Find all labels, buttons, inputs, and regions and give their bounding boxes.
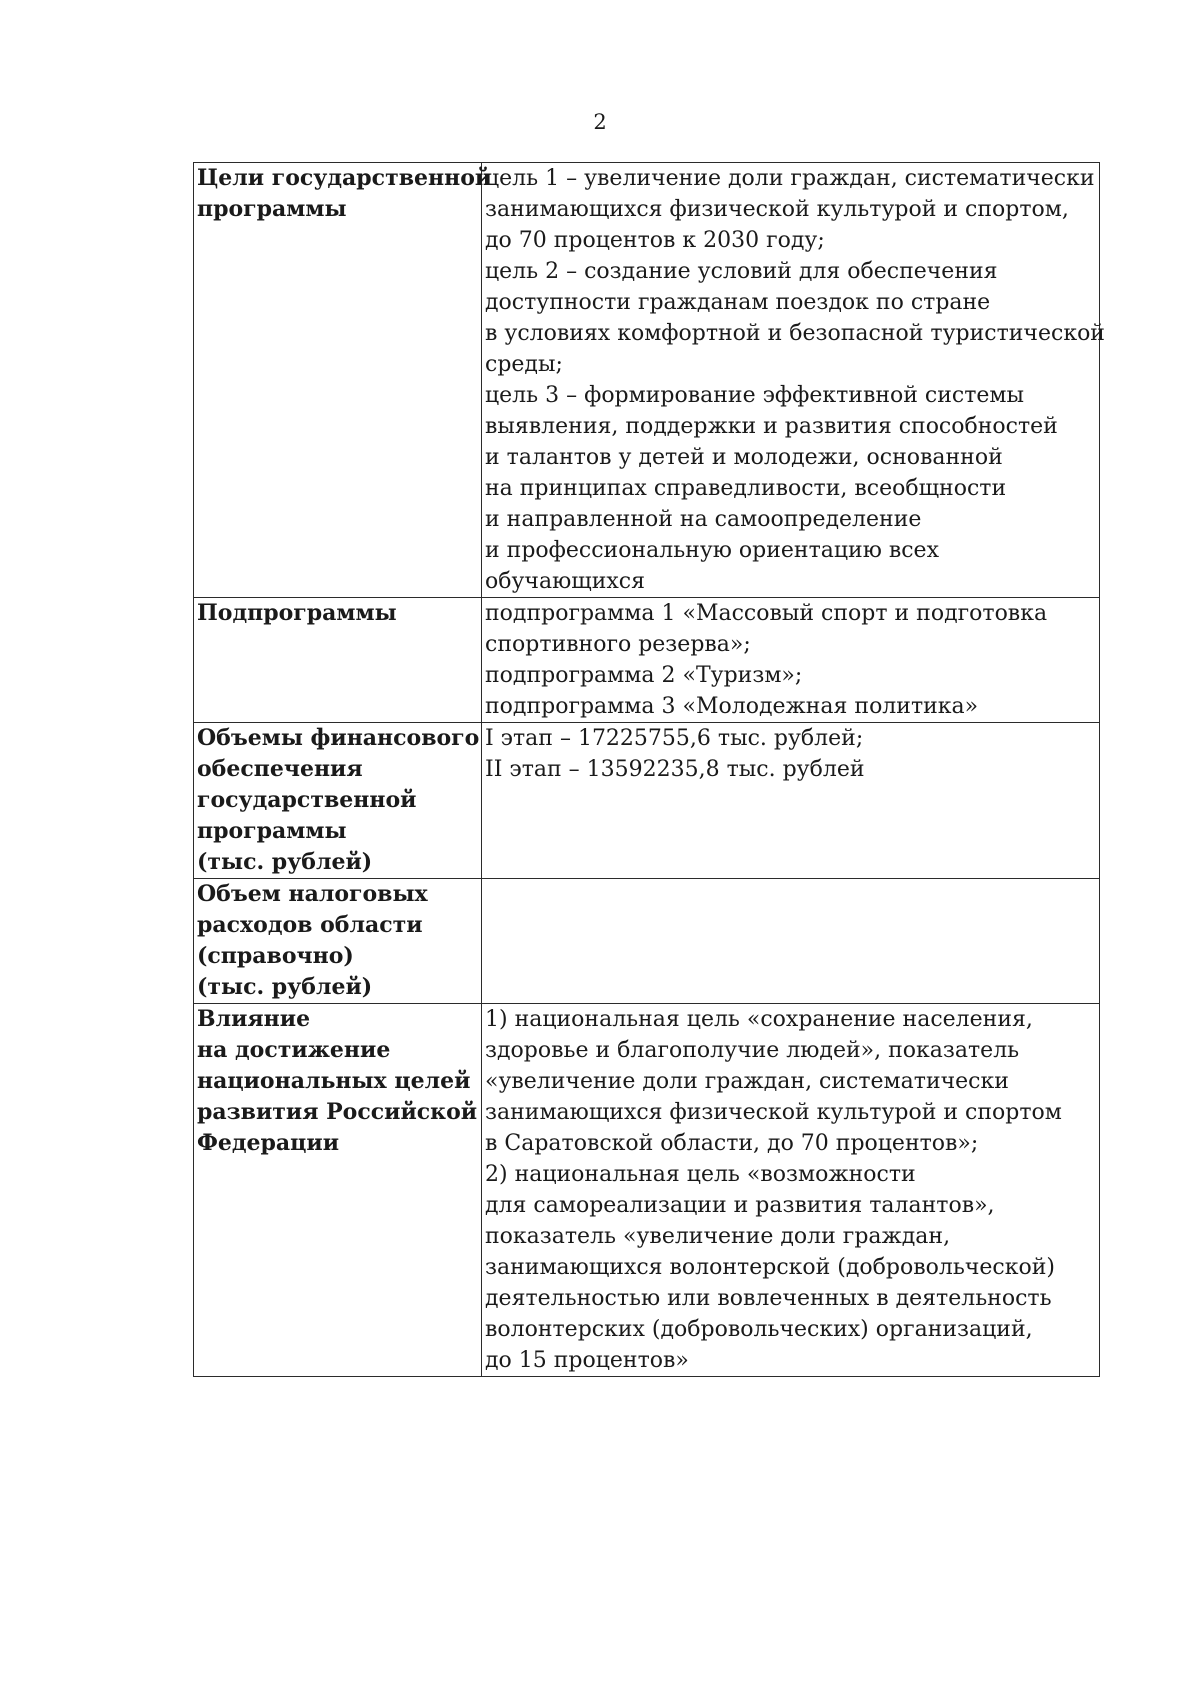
- value-line: I этап – 17225755,6 тыс. рублей;: [485, 726, 864, 751]
- row-label-cell: [194, 163, 492, 598]
- national-goals-row: [194, 1004, 1100, 1377]
- label-line: Федерации: [197, 1130, 340, 1156]
- goals-row: [194, 163, 1100, 598]
- value-line: в Саратовской области, до 70 процентов»;: [485, 1131, 979, 1156]
- value-line: здоровье и благополучие людей», показатель: [485, 1038, 1020, 1063]
- value-line: выявления, поддержки и развития способностей: [485, 414, 1058, 439]
- value-line: среды;: [485, 352, 563, 377]
- label-line: национальных целей: [197, 1068, 471, 1094]
- value-line: показатель «увеличение доли граждан,: [485, 1224, 951, 1249]
- value-line: занимающихся физической культурой и спортом,: [485, 197, 1069, 222]
- value-line: подпрограмма 1 «Массовый спорт и подготовка: [485, 601, 1048, 626]
- label-line: (тыс. рублей): [197, 974, 373, 1000]
- label-line: Подпрограммы: [197, 600, 397, 626]
- value-line: в условиях комфортной и безопасной туристической: [485, 321, 1105, 346]
- value-line: волонтерских (добровольческих) организаций,: [485, 1317, 1033, 1342]
- row-label-cell: [194, 598, 482, 723]
- subprograms-row: [194, 598, 1100, 723]
- row-label-cell: [194, 879, 482, 1004]
- value-line: 1) национальная цель «сохранение населения,: [485, 1007, 1033, 1032]
- value-line: цель 1 – увеличение доли граждан, систематически: [485, 166, 1095, 191]
- value-line: цель 2 – создание условий для обеспечения: [485, 259, 998, 284]
- label-line: обеспечения: [197, 756, 363, 782]
- value-line: спортивного резерва»;: [485, 632, 751, 657]
- program-passport-table: [193, 162, 1105, 1377]
- row-value-cell: [482, 1004, 1100, 1377]
- value-line: «увеличение доли граждан, систематически: [485, 1069, 1009, 1094]
- value-line: для самореализации и развития талантов»,: [485, 1193, 995, 1218]
- financing-row: [194, 723, 1100, 879]
- value-line: деятельностью или вовлеченных в деятельность: [485, 1286, 1052, 1311]
- label-line: (справочно): [197, 943, 354, 969]
- label-line: развития Российской: [197, 1099, 478, 1125]
- value-line: подпрограмма 3 «Молодежная политика»: [485, 694, 979, 719]
- value-line: и направленной на самоопределение: [485, 507, 922, 532]
- value-line: занимающихся волонтерской (добровольческой): [485, 1255, 1055, 1280]
- value-line: занимающихся физической культурой и спортом: [485, 1100, 1062, 1125]
- label-line: государственной: [197, 787, 417, 813]
- value-line: до 70 процентов к 2030 году;: [485, 228, 825, 253]
- label-line: расходов области: [197, 912, 423, 938]
- tax-expenditures-row: [194, 879, 1100, 1004]
- row-value-cell: [482, 598, 1100, 723]
- row-value-cell: [482, 723, 1100, 879]
- label-line: программы: [197, 818, 347, 844]
- label-line: Влияние: [197, 1006, 311, 1032]
- row-label-cell: [194, 1004, 482, 1377]
- label-line: Объем налоговых: [197, 881, 428, 907]
- row-value-cell: [482, 879, 1100, 1004]
- row-label-cell: [194, 723, 482, 879]
- value-line: II этап – 13592235,8 тыс. рублей: [485, 757, 865, 782]
- label-line: Объемы финансового: [197, 725, 480, 751]
- value-line: доступности гражданам поездок по стране: [485, 290, 991, 315]
- label-line: (тыс. рублей): [197, 849, 373, 875]
- value-line: до 15 процентов»: [485, 1348, 689, 1373]
- value-line: на принципах справедливости, всеобщности: [485, 476, 1007, 501]
- label-line: Цели государственной: [197, 165, 492, 191]
- value-line: 2) национальная цель «возможности: [485, 1162, 916, 1187]
- passport-table-body: [194, 163, 1105, 1377]
- label-line: программы: [197, 196, 347, 222]
- value-line: подпрограмма 2 «Туризм»;: [485, 663, 803, 688]
- value-line: цель 3 – формирование эффективной системы: [485, 383, 1025, 408]
- page-number: 2: [593, 110, 607, 134]
- value-line: и профессиональную ориентацию всех: [485, 538, 939, 563]
- row-value-cell: [482, 163, 1105, 598]
- label-line: на достижение: [197, 1037, 391, 1063]
- value-line: и талантов у детей и молодежи, основанной: [485, 445, 1003, 470]
- value-line: обучающихся: [485, 569, 645, 594]
